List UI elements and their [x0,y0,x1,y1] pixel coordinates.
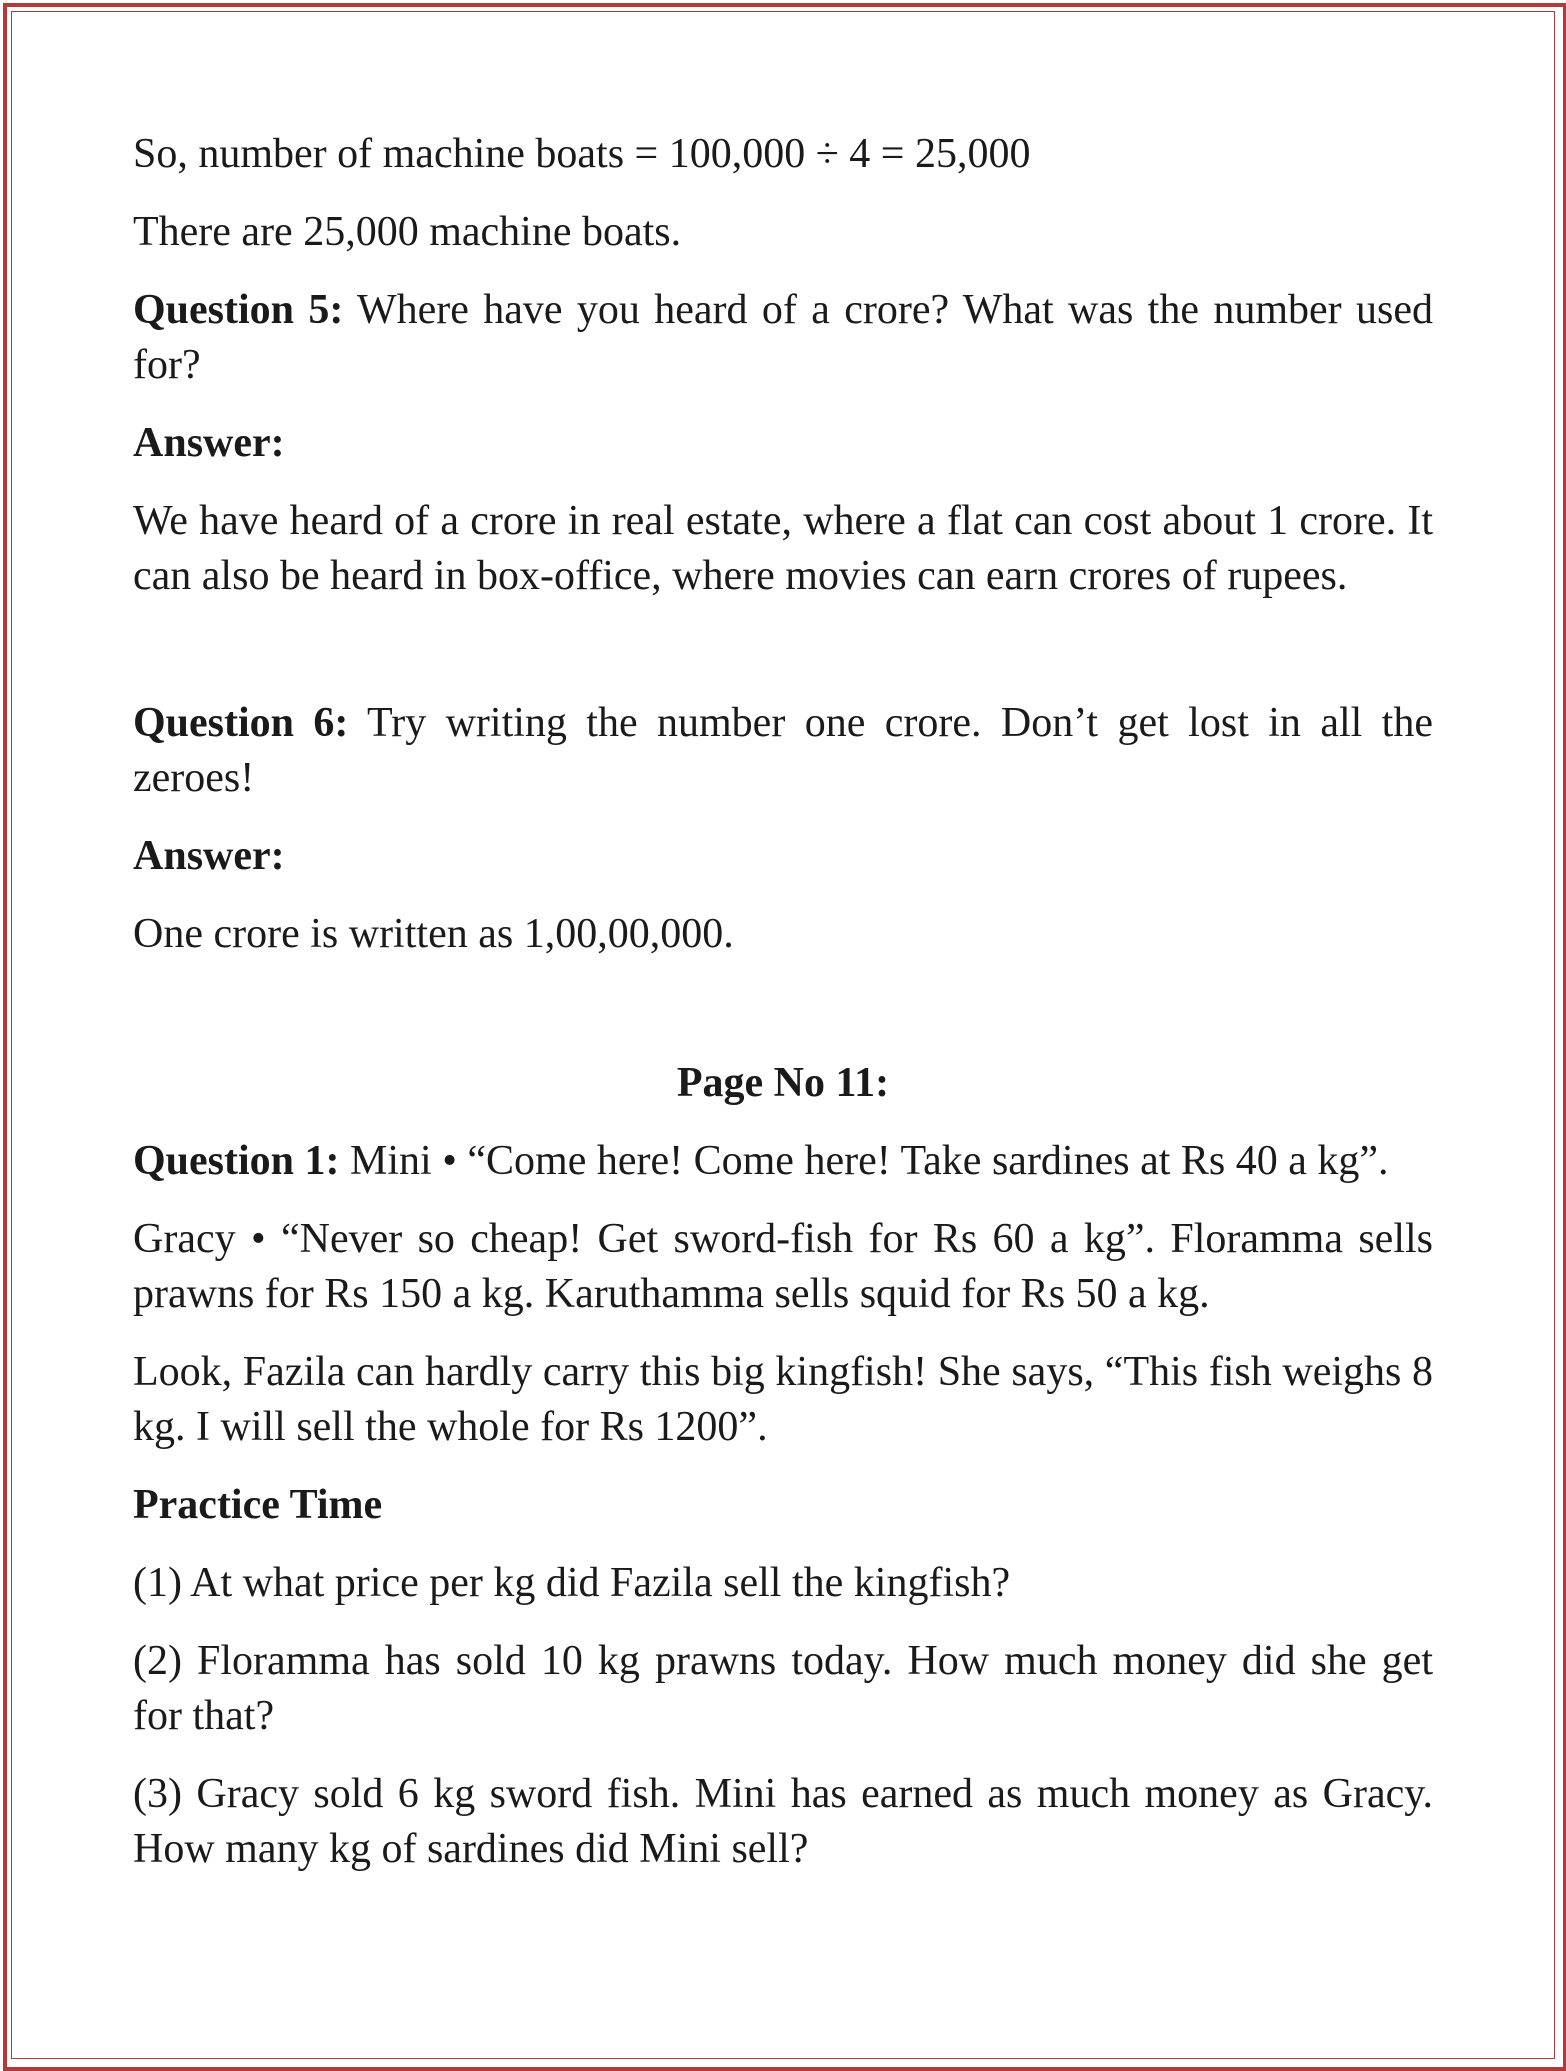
practice-item-2: (2) Floramma has sold 10 kg prawns today. How much money did she get for that? [133,1638,1433,1739]
question-5-answer: We have heard of a crore in real estate, where a flat can cost about 1 crore. It can also be heard in box-office, where movies can earn crores of rupees. [133,498,1433,599]
answer-label: Answer: [133,833,285,879]
question-5-label: Question 5: [133,287,344,333]
question-6 [133,696,1433,806]
question-1-paragraph-2: Gracy • “Never so cheap! Get sword-fish for Rs 60 a kg”. Floramma sells prawns for Rs 150 a kg. Karuthamma sells squid for Rs 50 a kg. [133,1216,1433,1317]
page-heading [133,1056,1433,1111]
question-1-text: Mini • “Come here! Come here! Take sardines at Rs 40 a kg”. [339,1138,1389,1184]
page-heading-text: Page No 11: [676,1060,890,1106]
question-5 [133,283,1433,393]
question-1-label: Question 1: [133,1138,340,1184]
question-6-answer: One crore is written as 1,00,00,000. [133,911,734,957]
question-6-text: Try writing the number one crore. Don’t get lost in all the zeroes! [133,700,1433,801]
question-5-answer-label [133,416,1433,471]
question-6-label: Question 6: [133,700,349,746]
question-1-paragraph-3: Look, Fazila can hardly carry this big kingfish! She says, “This fish weighs 8 kg. I will sell the whole for Rs 1200”. [133,1349,1433,1450]
practice-heading [133,1478,1433,1533]
practice-item-1: (1) At what price per kg did Fazila sell the kingfish? [133,1560,1011,1606]
page-content [133,127,1433,1877]
question-6-answer-label [133,829,1433,884]
practice-item-3: (3) Gracy sold 6 kg sword fish. Mini has earned as much money as Gracy. How many kg of sardines did Mini sell? [133,1771,1433,1872]
question-1 [133,1134,1433,1189]
practice-heading-text: Practice Time [133,1482,383,1528]
boats-calculation: So, number of machine boats = 100,000 ÷ 4 = 25,000 [133,131,1031,177]
boats-answer: There are 25,000 machine boats. [133,209,682,255]
question-5-text: Where have you heard of a crore? What was the number used for? [133,287,1433,388]
answer-label: Answer: [133,420,285,466]
